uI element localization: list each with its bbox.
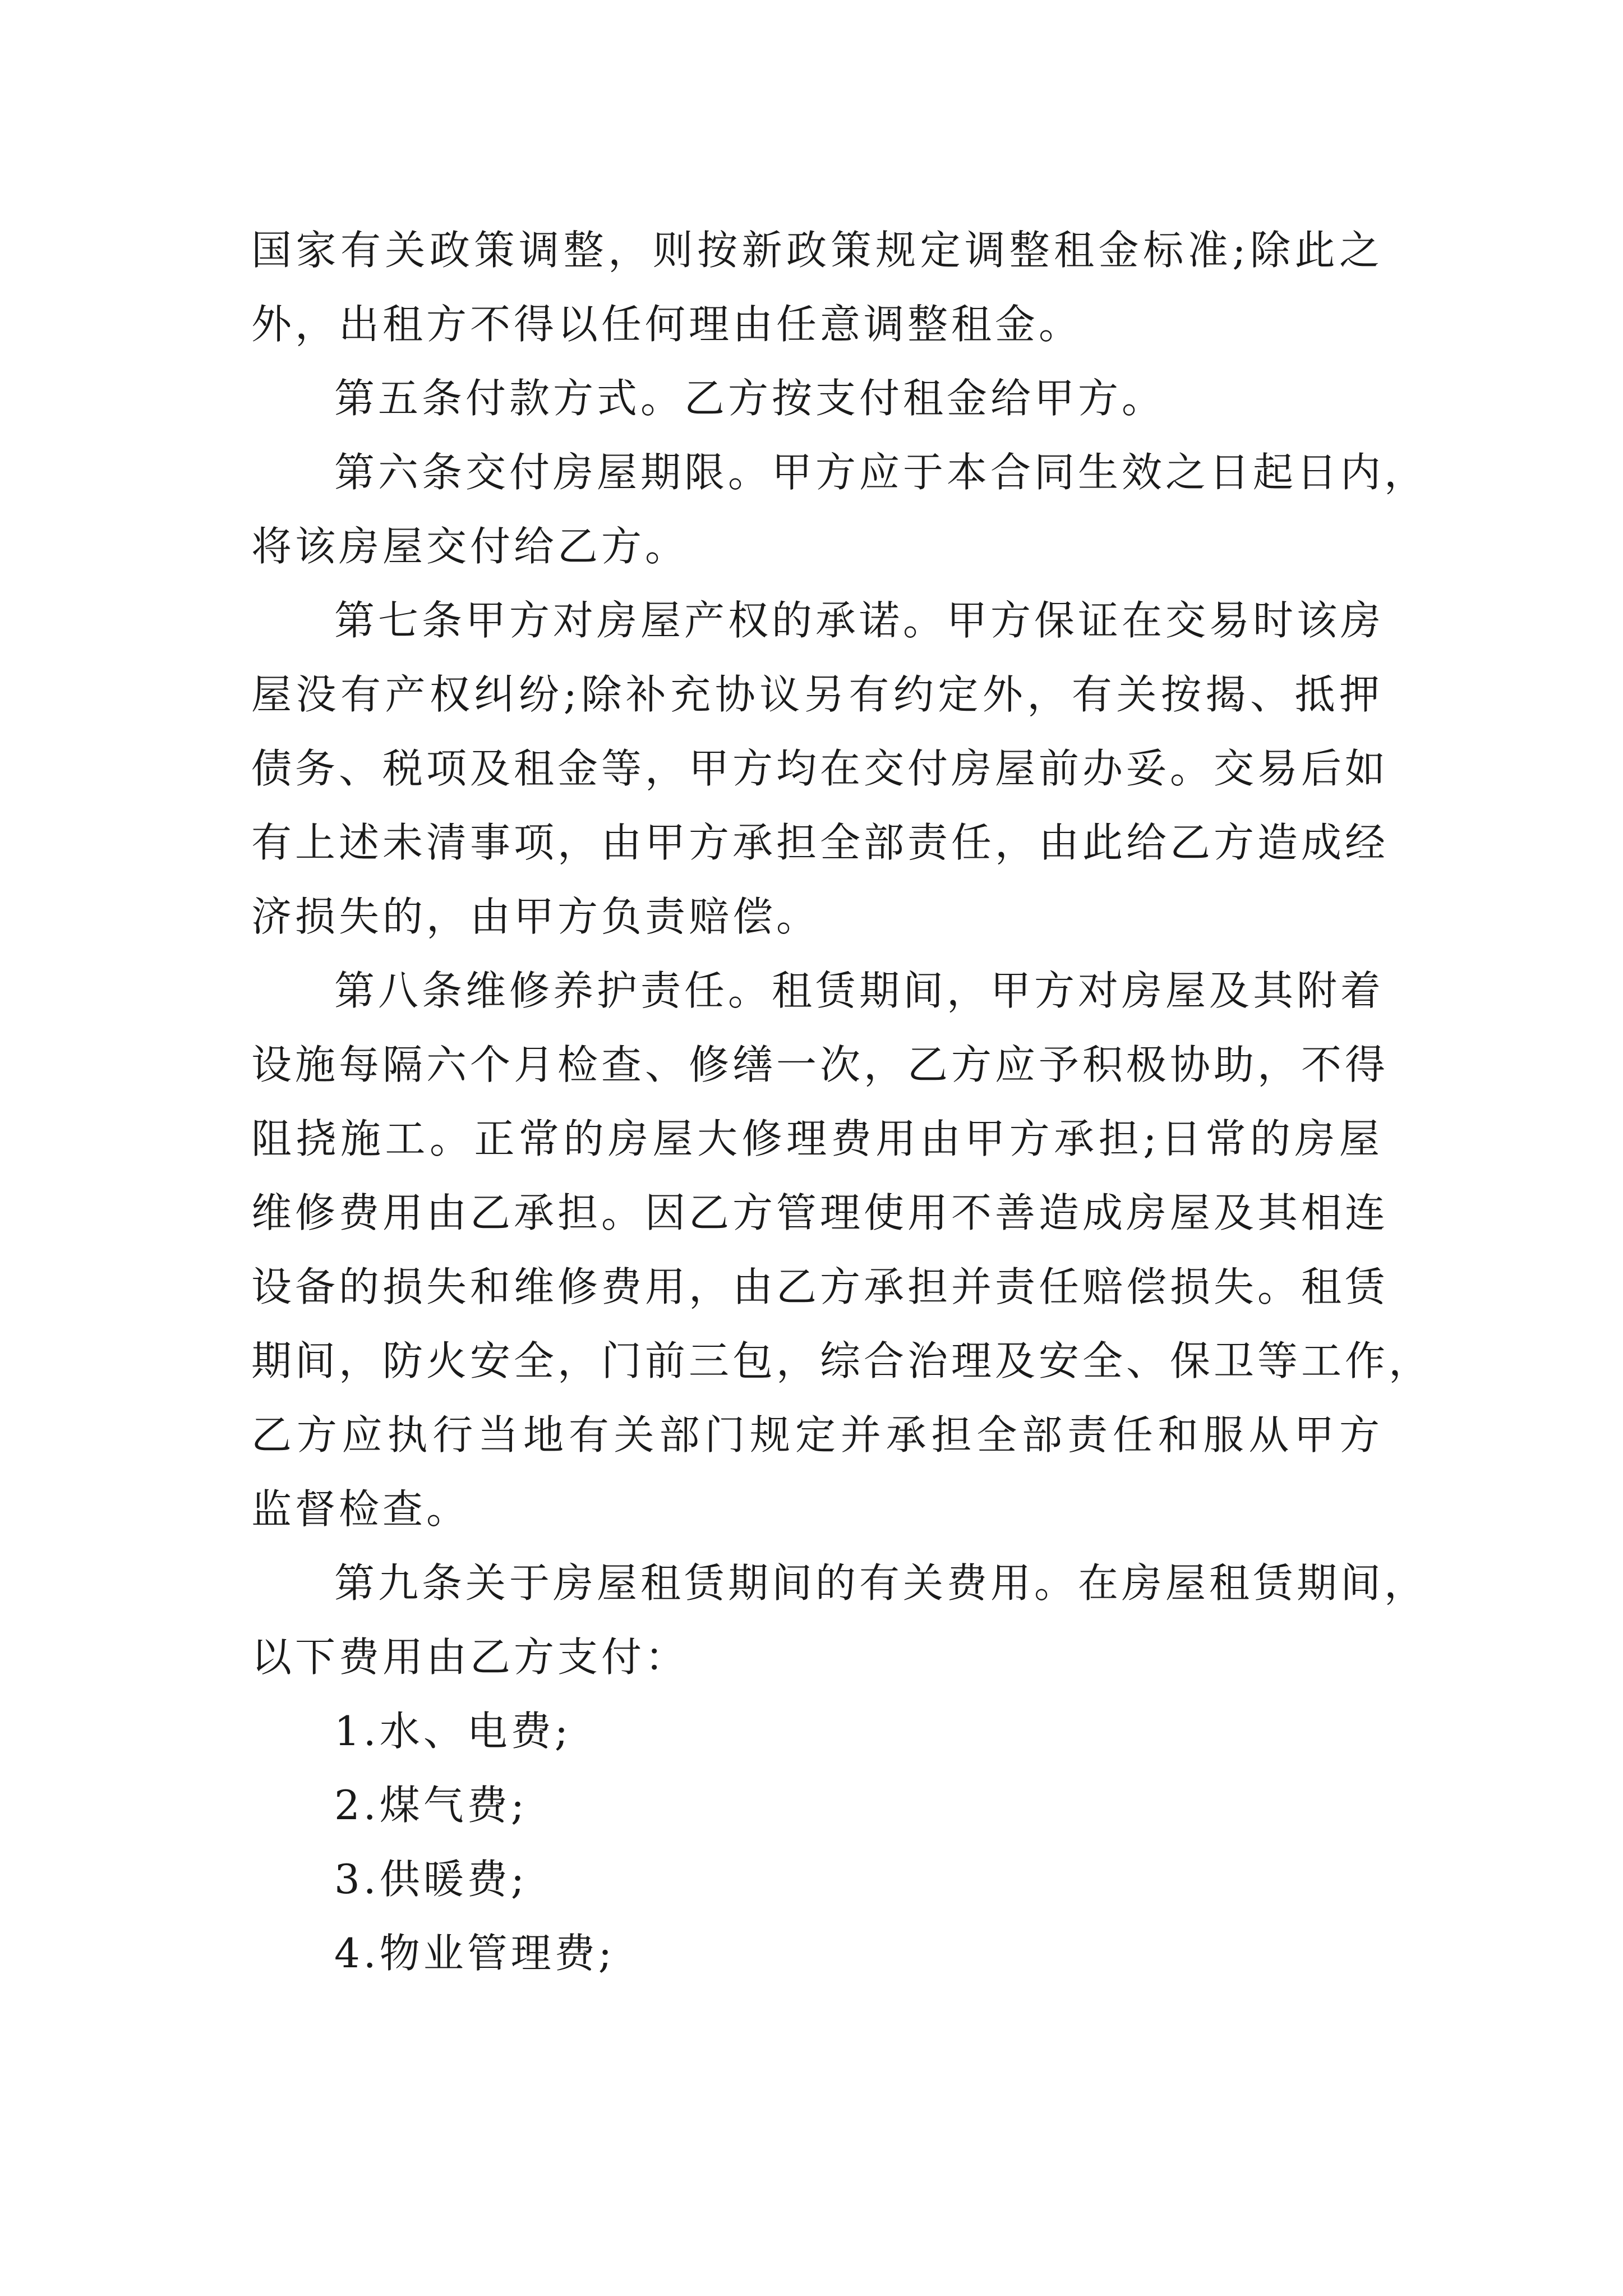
list-item: 3.供暖费; (334, 1856, 528, 1903)
text-line: 济损失的，由甲方负责赔偿。 (251, 893, 820, 940)
clause-6-line: 第六条交付房屋期限。甲方应于本合同生效之日起日内， (334, 449, 1428, 496)
text-line: 阻挠施工。正常的房屋大修理费用由甲方承担;日常的房屋 (251, 1115, 1383, 1162)
text-line: 债务、税项及租金等，甲方均在交付房屋前办妥。交易后如 (251, 745, 1389, 792)
text-line: 乙方应执行当地有关部门规定并承担全部责任和服从甲方 (251, 1411, 1383, 1458)
document-body (251, 213, 1433, 1990)
text-line: 有上述未清事项，由甲方承担全部责任，由此给乙方造成经 (251, 819, 1389, 866)
list-item: 1.水、电费; (334, 1708, 571, 1755)
clause-8-line: 第八条维修养护责任。租赁期间，甲方对房屋及其附着 (334, 967, 1385, 1014)
text-line: 期间，防火安全，门前三包，综合治理及安全、保卫等工作， (251, 1337, 1433, 1384)
text-line: 监督检查。 (251, 1485, 471, 1533)
clause-7-line: 第七条甲方对房屋产权的承诺。甲方保证在交易时该房 (334, 597, 1385, 644)
text-line: 屋没有产权纠纷;除补充协议另有约定外，有关按揭、抵押 (251, 671, 1383, 718)
list-item: 4.物业管理费; (334, 1930, 615, 1977)
text-line: 设备的损失和维修费用，由乙方承担并责任赔偿损失。租赁 (251, 1263, 1389, 1310)
clause-5-line: 第五条付款方式。乙方按支付租金给甲方。 (334, 375, 1166, 422)
clause-9-line: 第九条关于房屋租赁期间的有关费用。在房屋租赁期间， (334, 1559, 1428, 1607)
text-line: 外，出租方不得以任何理由任意调整租金。 (251, 301, 1083, 348)
text-line: 将该房屋交付给乙方。 (251, 523, 689, 570)
text-line: 设施每隔六个月检查、修缮一次，乙方应予积极协助，不得 (251, 1041, 1389, 1088)
list-item: 2.煤气费; (334, 1782, 528, 1829)
text-line: 国家有关政策调整，则按新政策规定调整租金标准;除此之 (251, 227, 1383, 274)
text-line: 维修费用由乙承担。因乙方管理使用不善造成房屋及其相连 (251, 1189, 1389, 1236)
text-line: 以下费用由乙方支付： (251, 1634, 689, 1681)
